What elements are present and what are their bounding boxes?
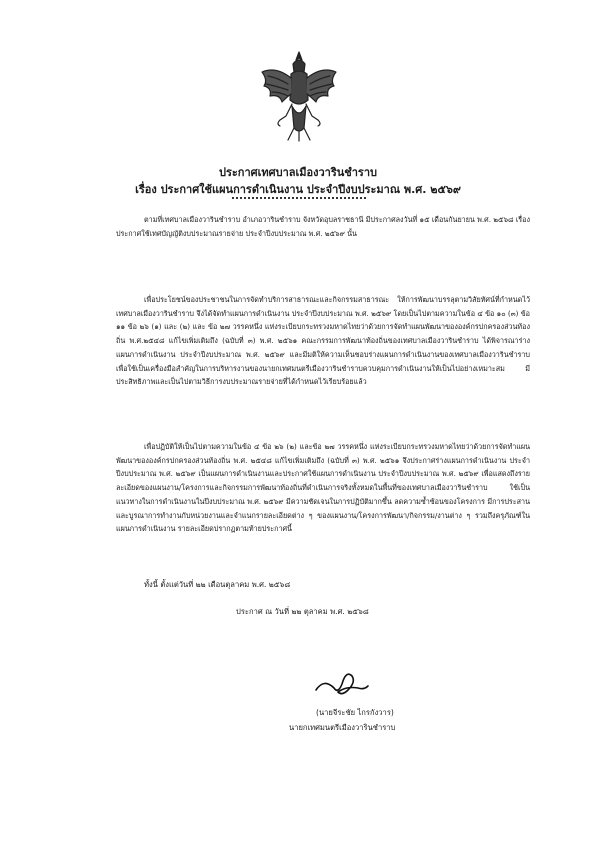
dotted-divider	[232, 197, 366, 199]
paragraph-background	[116, 213, 530, 240]
effective-date-line: ทั้งนี้ ตั้งแต่วันที่ ๒๒ เดือนตุลาคม พ.ศ. ๒๕๖๘	[144, 580, 291, 589]
paragraph-announcement	[116, 440, 530, 536]
announcement-title: ประกาศเทศบาลเมืองวารินชำราบ	[219, 166, 377, 179]
paragraph-text: เพื่อประโยชน์ของประชาชนในการจัดทำบริการสาธารณะและกิจกรรมสาธารณะ ให้การพัฒนาบรรลุตามวิสัยทัศน์ที่กำหนดไว้ เทศบาลเมืองวารินชำราบ จึงได้จัดทำแผนการดำเนินงาน ประจำปีงบประมาณ พ.ศ. ๒๕๖๙ โดยเป็นไปตามความในข้อ ๔ ข้อ ๑๐ (๓) ข้อ ๑๑ ข้อ ๒๖ (๑) และ (๒) และ ข้อ ๒๗ วรรคหนึ่ง แห่งระเบียบกระทรวงมหาดไทยว่าด้วยการจัดทำแผนพัฒนาขององค์กรปกครองส่วนท้องถิ่น พ.ศ.๒๕๔๘ แก้ไขเพิ่มเติมถึง (ฉบับที่ ๓) พ.ศ. ๒๕๖๑ คณะกรรมการพัฒนาท้องถิ่นของเทศบาลเมืองวารินชำราบ ได้พิจารณาร่างแผนการดำเนินงาน ประจำปีงบประมาณ พ.ศ. ๒๕๖๙ และมีมติให้ความเห็นชอบร่างแผนการดำเนินงานของเทศบาลเมืองวารินชำราบ เพื่อใช้เป็นเครื่องมือสำคัญในการบริหารงานของนายกเทศมนตรีเมืองวารินชำราบควบคุมการดำเนินงานให้เป็นไปอย่างเหมาะสม มีประสิทธิภาพและเป็นไปตามวิธีการงบประมาณรายจ่ายที่ได้กำหนดไว้เรียบร้อยแล้ว	[116, 295, 530, 387]
garuda-emblem-icon	[258, 50, 340, 142]
paragraph-purpose	[116, 293, 530, 389]
handwritten-signature-icon	[312, 664, 372, 698]
announcement-date-line: ประกาศ ณ วันที่ ๒๒ ตุลาคม พ.ศ. ๒๕๖๘	[236, 607, 369, 616]
paragraph-text: ตามที่เทศบาลเมืองวารินชำราบ อำเภอวารินชำราบ จังหวัดอุบลราชธานี มีประกาศลงวันที่ ๑๕ เดือนกันยายน พ.ศ. ๒๕๖๘ เรื่อง ประกาศใช้เทศบัญญัติงบประมาณรายจ่าย ประจำปีงบประมาณ พ.ศ. ๒๕๖๙ นั้น	[116, 215, 530, 238]
signer-position: นายกเทศมนตรีเมืองวารินชำราบ	[289, 723, 396, 732]
announcement-subject: เรื่อง ประกาศใช้แผนการดำเนินงาน ประจำปีงบประมาณ พ.ศ. ๒๕๖๙	[135, 183, 461, 196]
paragraph-text: เพื่อปฏิบัติให้เป็นไปตามความในข้อ ๔ ข้อ ๒๖ (๒) และข้อ ๒๗ วรรคหนึ่ง แห่งระเบียบกระทรวงมหาดไทยว่าด้วยการจัดทำแผนพัฒนาขององค์กรปกครองส่วนท้องถิ่น พ.ศ. ๒๕๔๘ แก้ไขเพิ่มเติมถึง (ฉบับที่ ๓) พ.ศ. ๒๕๖๑ จึงประกาศร่างแผนการดำเนินงาน ประจำปีงบประมาณ พ.ศ. ๒๕๖๙ เป็นแผนการดำเนินงานและประกาศใช้แผนการดำเนินงาน ประจำปีงบประมาณ พ.ศ. ๒๕๖๙ เพื่อแสดงถึงรายละเอียดของแผนงาน/โครงการและกิจกรรมการพัฒนาท้องถิ่นที่ดำเนินการจริงทั้งหมดในพื้นที่ของเทศบาลเมืองวารินชำราบ ใช้เป็นแนวทางในการดำเนินงานในปีงบประมาณ พ.ศ. ๒๕๖๙ มีความชัดเจนในการปฏิบัติมากขึ้น ลดความซ้ำซ้อนของโครงการ มีการประสานและบูรณาการทำงานกับหน่วยงานและจำแนกรายละเอียดต่าง ๆ ของแผนงาน/โครงการพัฒนา/กิจกรรม/งานต่าง ๆ รวมถึงครุภัณฑ์ในแผนการดำเนินงาน รายละเอียดปรากฏตามท้ายประกาศนี้	[116, 442, 530, 534]
signer-name: (นายจีระชัย ไกรกังวาร)	[316, 708, 394, 717]
